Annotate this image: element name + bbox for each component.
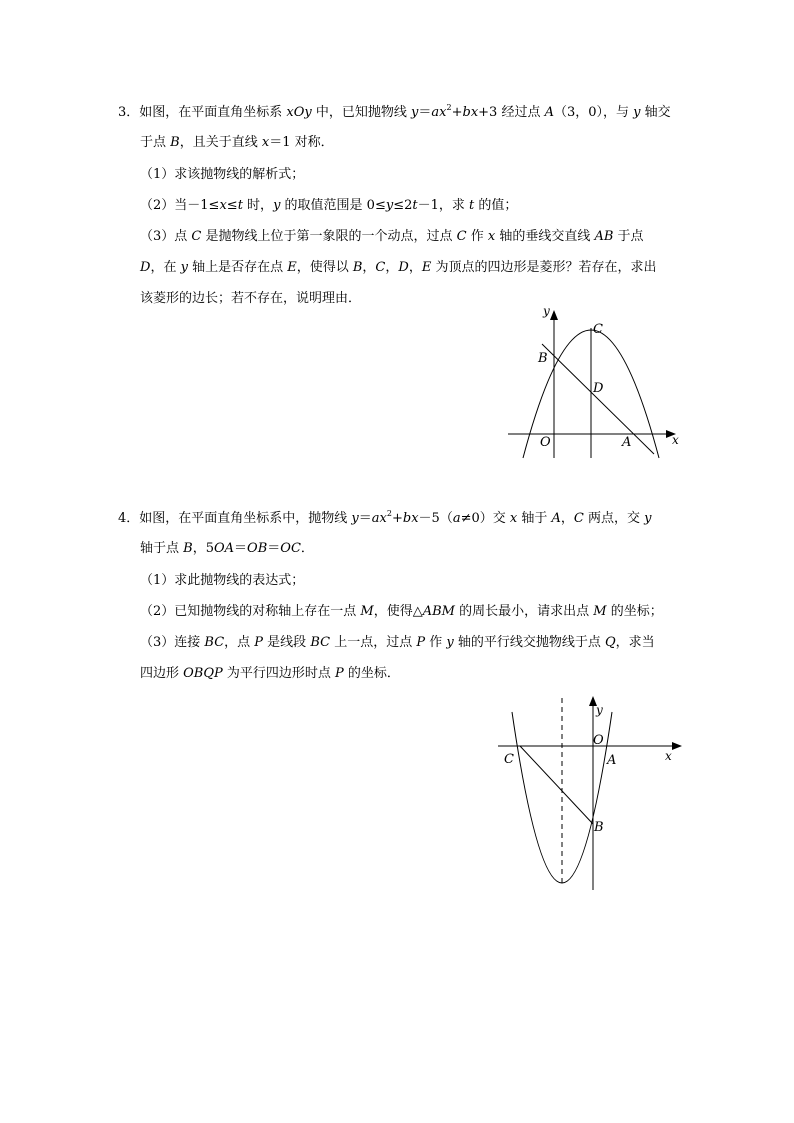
segment-bc — [520, 746, 593, 824]
problem-3-question-3-line-3: 该菱形的边长；若不存在，说明理由． — [140, 291, 362, 306]
problem-4-question-3-line-1: （3）连接 BC，点 P 是线段 BC 上一点，过点 P 作 y 轴的平行线交抛物线于点 Q，求当 — [140, 635, 655, 650]
y-axis-arrow-icon — [550, 310, 558, 320]
label-d: D — [593, 381, 604, 396]
label-b: B — [594, 820, 604, 835]
line-ab — [542, 344, 654, 454]
problem-3-figure — [500, 300, 690, 465]
x-axis-arrow-icon — [672, 742, 682, 750]
label-c: C — [504, 752, 514, 767]
problem-4-figure — [490, 690, 690, 895]
label-o: O — [540, 435, 551, 450]
label-c: C — [593, 322, 603, 337]
problem-3-question-2: （2）当－1≤x≤t 时，y 的取值范围是 0≤y≤2t－1，求 t 的值； — [140, 198, 518, 213]
problem-3-question-3-line-1: （3）点 C 是抛物线上位于第一象限的一个动点，过点 C 作 x 轴的垂线交直线 AB 于点 — [140, 229, 644, 244]
x-axis-label: x — [665, 749, 672, 763]
problem-3-line-2: 于点 B，且关于直线 x＝1 对称． — [140, 135, 334, 150]
problem-4-question-2: （2）已知抛物线的对称轴上存在一点 M，使得△ABM 的周长最小，请求出点 M 的坐标； — [140, 604, 663, 619]
problem-3-question-3-line-2: D，在 y 轴上是否存在点 E，使得以 B，C，D，E 为顶点的四边形是菱形？若存在，求出 — [140, 260, 657, 275]
problem-4-question-3-line-2: 四边形 OBQP 为平行四边形时点 P 的坐标． — [140, 666, 400, 681]
y-axis-label: y — [543, 304, 550, 318]
problem-4-line-1: 4．如图，在平面直角坐标系中，抛物线 $y=ax^2+bx-5(a\ne 0)$交 x 轴于 A，C 两点，交 y — [118, 509, 652, 526]
label-b: B — [538, 351, 548, 366]
problem-4-line-2: 轴于点 B，5OA＝OB＝OC． — [140, 541, 314, 556]
problem-3-question-1: （1）求该抛物线的解析式； — [140, 167, 305, 182]
label-o: O — [593, 733, 604, 748]
problem-4-question-1: （1）求此抛物线的表达式； — [140, 573, 305, 588]
label-a: A — [607, 753, 617, 768]
y-axis-label: y — [596, 703, 603, 717]
label-a: A — [622, 435, 632, 450]
problem-3-line-1: 3．如图，在平面直角坐标系 xOy 中，已知抛物线 $y=ax^2+bx+3$ 经过点 A（3，0），与 y 轴交 — [118, 103, 671, 120]
x-axis-label: x — [672, 433, 679, 447]
